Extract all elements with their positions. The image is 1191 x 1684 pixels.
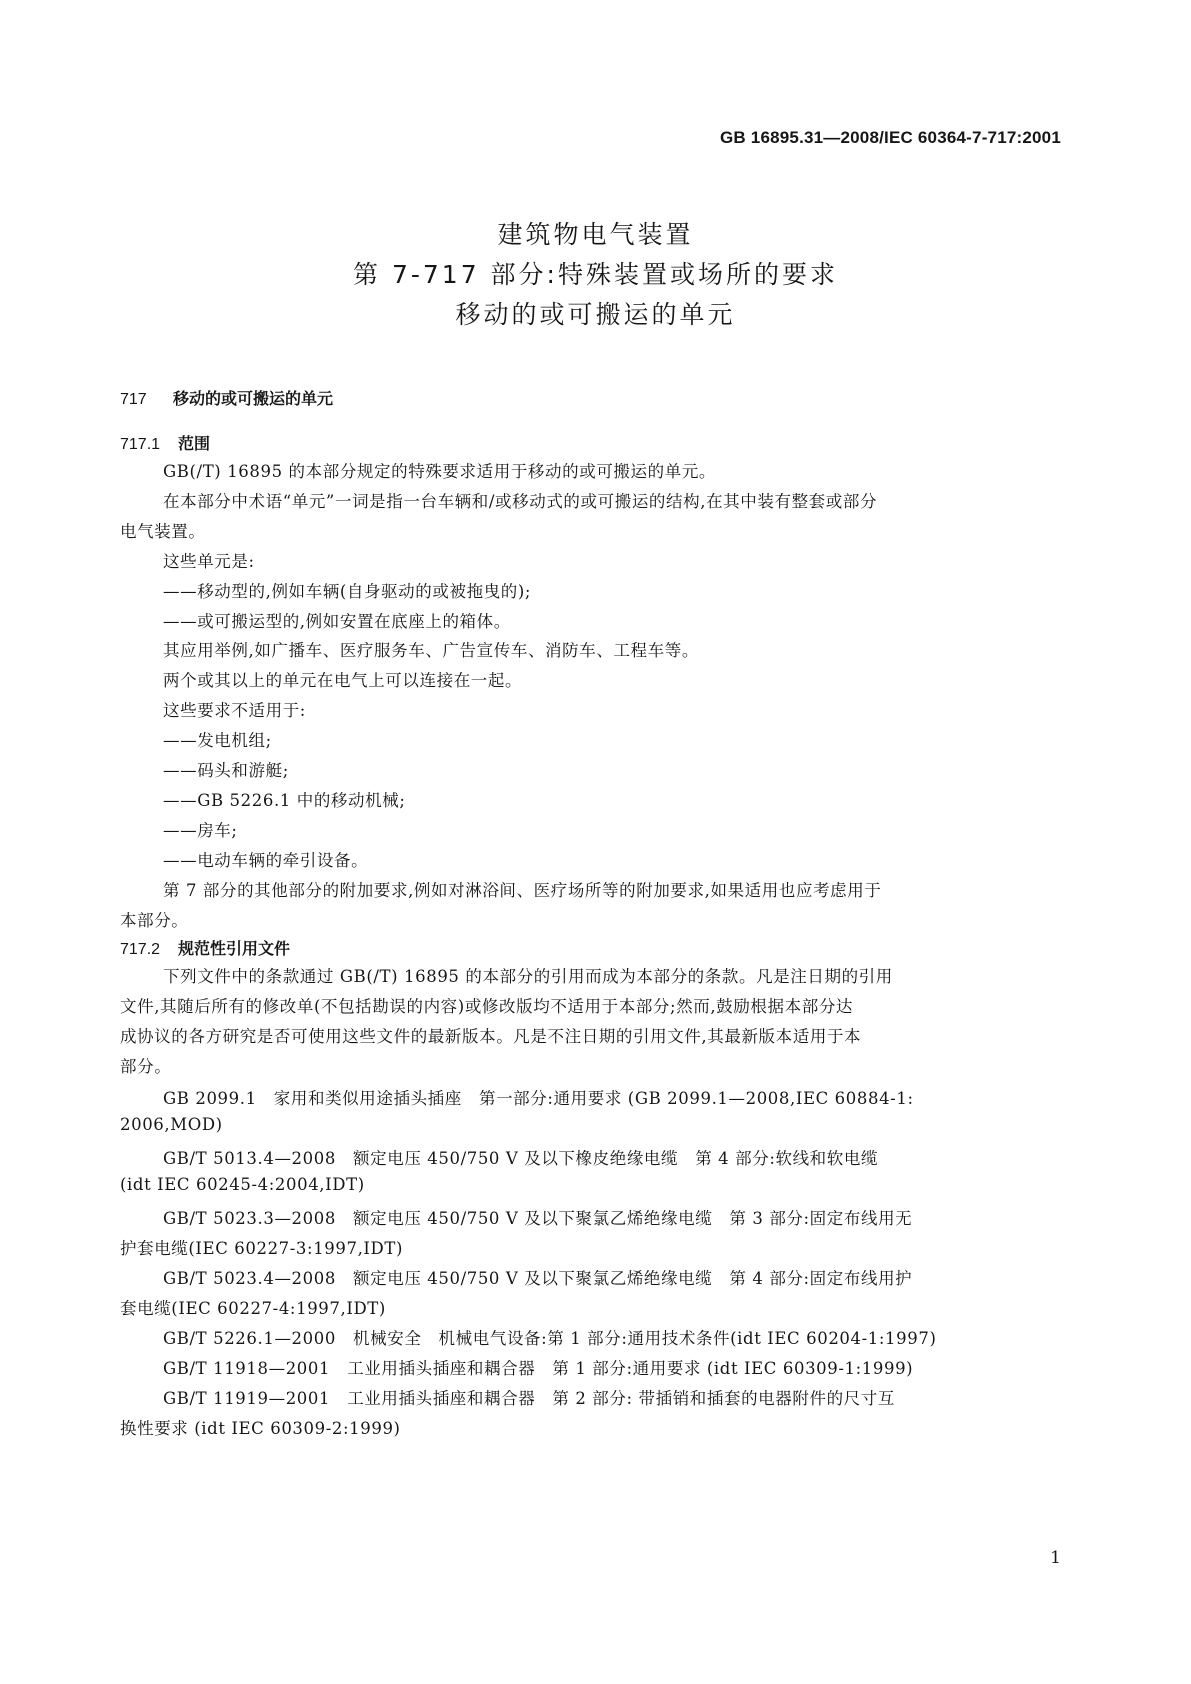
standard-number-header: GB 16895.31—2008/IEC 60364-7-717:2001 xyxy=(719,128,1061,147)
document-title-line-1: 建筑物电气装置 xyxy=(497,220,694,249)
scope-line: 电气装置。 xyxy=(120,522,206,541)
reference-entry-line: 换性要求 (idt IEC 60309-2:1999) xyxy=(120,1419,401,1438)
scope-line: 其应用举例,如广播车、医疗服务车、广告宣传车、消防车、工程车等。 xyxy=(163,641,699,660)
references-intro-line: 成协议的各方研究是否可使用这些文件的最新版本。凡是不注日期的引用文件,其最新版本适用于本 xyxy=(120,1027,862,1046)
reference-entry-line: GB/T 11919—2001 工业用插头插座和耦合器 第 2 部分: 带插销和插套的电器附件的尺寸互 xyxy=(163,1389,895,1408)
reference-entry-line: GB/T 5013.4—2008 额定电压 450/750 V 及以下橡皮绝缘电缆 第 4 部分:软线和软电缆 xyxy=(163,1149,879,1168)
scope-line: 两个或其以上的单元在电气上可以连接在一起。 xyxy=(163,671,523,690)
reference-entry-line: 套电缆(IEC 60227-4:1997,IDT) xyxy=(120,1299,386,1318)
section-717-2-title: 规范性引用文件 xyxy=(178,939,291,958)
exclusion-list-item: ——GB 5226.1 中的移动机械; xyxy=(163,791,406,810)
reference-entry-line: GB/T 5023.3—2008 额定电压 450/750 V 及以下聚氯乙烯绝缘电缆 第 3 部分:固定布线用无 xyxy=(163,1209,913,1228)
reference-entry-line: GB/T 5023.4—2008 额定电压 450/750 V 及以下聚氯乙烯绝缘电缆 第 4 部分:固定布线用护 xyxy=(163,1269,913,1288)
section-717-number: 717 xyxy=(120,391,147,408)
document-title-line-3: 移动的或可搬运的单元 xyxy=(455,300,736,329)
scope-line: 本部分。 xyxy=(120,911,189,930)
section-717-2-number: 717.2 xyxy=(120,941,161,958)
scope-line: 在本部分中术语“单元”一词是指一台车辆和/或移动式的或可搬运的结构,在其中装有整套或部分 xyxy=(163,492,878,511)
scope-list-item: ——或可搬运型的,例如安置在底座上的箱体。 xyxy=(163,612,511,631)
section-717-title: 移动的或可搬运的单元 xyxy=(173,389,334,408)
page-number: 1 xyxy=(1050,1548,1061,1568)
scope-list-item: ——移动型的,例如车辆(自身驱动的或被拖曳的); xyxy=(163,582,532,601)
scope-line: GB(/T) 16895 的本部分规定的特殊要求适用于移动的或可搬运的单元。 xyxy=(163,462,717,481)
scope-line: 这些要求不适用于: xyxy=(163,701,306,720)
reference-entry-line: 2006,MOD) xyxy=(120,1115,223,1134)
scope-line: 第 7 部分的其他部分的附加要求,例如对淋浴间、医疗场所等的附加要求,如果适用也应考虑用于 xyxy=(163,881,882,900)
reference-entry-line: GB 2099.1 家用和类似用途插头插座 第一部分:通用要求 (GB 2099.1—2008,IEC 60884-1: xyxy=(163,1089,914,1108)
document-title-line-2: 第 7-717 部分:特殊装置或场所的要求 xyxy=(353,260,838,289)
reference-entry-line: GB/T 5226.1—2000 机械安全 机械电气设备:第 1 部分:通用技术条件(idt IEC 60204-1:1997) xyxy=(163,1329,937,1348)
reference-entry-line: (idt IEC 60245-4:2004,IDT) xyxy=(120,1175,365,1194)
scope-line: 这些单元是: xyxy=(163,552,255,571)
references-intro-line: 下列文件中的条款通过 GB(/T) 16895 的本部分的引用而成为本部分的条款。凡是注日期的引用 xyxy=(163,967,893,986)
reference-entry-line: GB/T 11918—2001 工业用插头插座和耦合器 第 1 部分:通用要求 (idt IEC 60309-1:1999) xyxy=(163,1359,914,1378)
exclusion-list-item: ——发电机组; xyxy=(163,731,272,750)
section-717-1-title: 范围 xyxy=(178,434,211,453)
exclusion-list-item: ——房车; xyxy=(163,821,238,840)
references-intro-line: 部分。 xyxy=(120,1057,172,1076)
section-717-1-heading xyxy=(120,431,210,454)
reference-entry-line: 护套电缆(IEC 60227-3:1997,IDT) xyxy=(120,1239,404,1258)
section-717-2-heading xyxy=(120,936,290,959)
exclusion-list-item: ——码头和游艇; xyxy=(163,761,289,780)
section-717-1-number: 717.1 xyxy=(120,436,161,453)
exclusion-list-item: ——电动车辆的牵引设备。 xyxy=(163,851,369,870)
references-intro-line: 文件,其随后所有的修改单(不包括勘误的内容)或修改版均不适用于本部分;然而,鼓励根据本部分达 xyxy=(120,997,854,1016)
section-717-heading xyxy=(120,386,333,409)
